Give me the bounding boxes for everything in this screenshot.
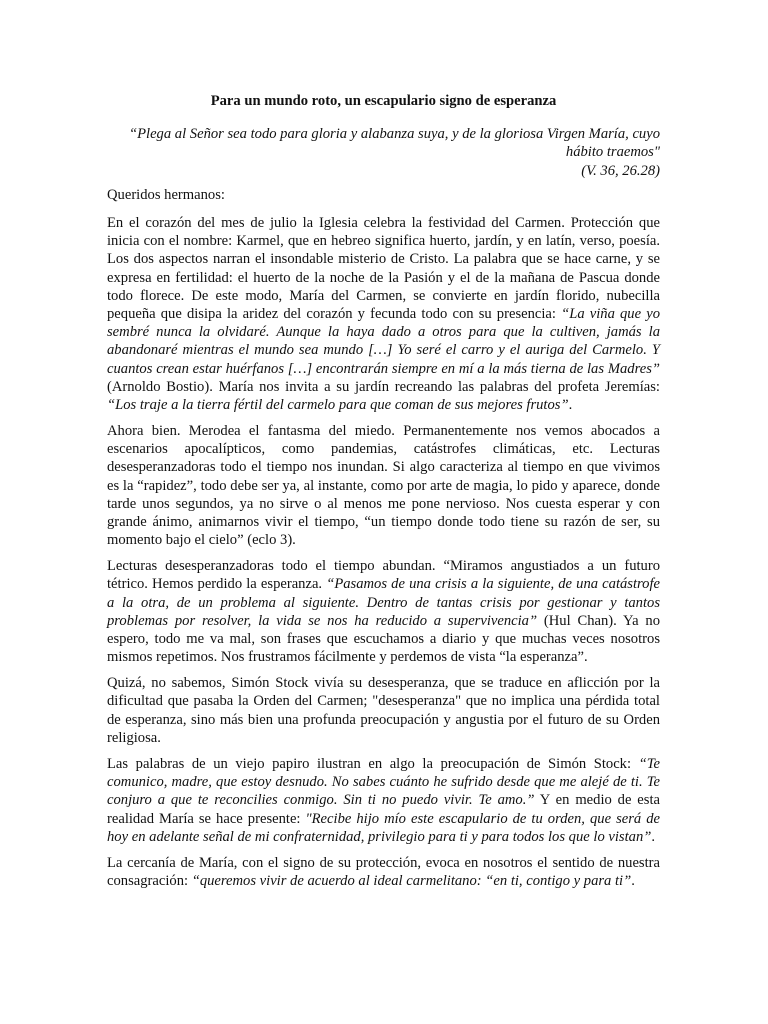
- paragraph-text: Las palabras de un viejo papiro ilustran en algo la preocupación de Simón Stock:: [107, 755, 639, 772]
- document-title: Para un mundo roto, un escapulario signo de esperanza: [210, 93, 557, 109]
- body-paragraph: [107, 214, 660, 414]
- italic-quote: "Recibe hijo mío este escapulario de tu orden, que será de hoy en adelante señal de mi confraternidad, privilegio para ti y para todos los que lo vistan”: [107, 810, 660, 845]
- paragraph-text: Lecturas desesperanzadoras todo el tiempo abundan. “Miramos angustiados a un futuro tétrico. Hemos perdido la esperanza.: [107, 558, 660, 593]
- italic-quote: “La viña que yo sembré nunca la olvidaré. Aunque la haya dado a otros para que la cultiven, jamás la abandonaré mientras el mundo sea mundo […] Yo seré el carro y el auriga del Carmelo. Y cuantos crean estar huérfanos […] encontrarán siempre en mí a la más tierna de las Madres”: [107, 306, 660, 377]
- body-paragraph: [107, 557, 660, 666]
- body-paragraph: [107, 755, 660, 846]
- epigraph-quote: [107, 125, 660, 180]
- italic-quote: “Te comunico, madre, que estoy desnudo. No sabes cuánto he sufrido desde que me alejé de ti. Te conjuro a que te reconcilies conmigo. Sin ti no puedo vivir. Te amo.”: [107, 755, 660, 809]
- paragraph-text: .: [651, 828, 656, 845]
- paragraph-text: En el corazón del mes de julio la Iglesia celebra la festividad del Carmen. Protección que inicia con el nombre: Karmel, que en hebreo significa huerto, jardín, y en latín, verso, poesía. Los dos aspectos narran el insondable misterio de Cristo. La palabra que se hace carne, y se expresa en fertilidad: el huerto de la noche de la Pasión y el de la mañana de Pascua donde todo florece. De este modo, María del Carmen, se convierte en jardín florido, nubecilla pequeña que disipa la aridez del corazón y fecunda todo con su presencia:: [107, 215, 660, 323]
- paragraph-text: .: [568, 397, 573, 414]
- document-body: [107, 92, 660, 898]
- paragraph-text: Y en medio de esta realidad María se hace presente:: [107, 792, 660, 827]
- paragraph-text: (Hul Chan). Ya no espero, todo me va mal, son frases que escuchamos a diario y que muchas veces nosotros mismos repetimos. Nos frustramos fácilmente y perdemos de vista “la esperanza”.: [107, 612, 660, 666]
- paragraph-text: Quizá, no sabemos, Simón Stock vivía su desesperanza, que se traduce en aflicción por la dificultad que pasaba la Orden del Carmen; "desesperanza" que no implica una pérdida total de esperanza, sino más bien una profunda preocupación y angustia por el futuro de su Orden religiosa.: [107, 675, 660, 746]
- body-paragraph: [107, 674, 660, 747]
- epigraph-line: “Plega al Señor sea todo para gloria y alabanza suya, y de la gloriosa Virgen María, cuyo: [128, 126, 660, 143]
- paragraph-text: .: [631, 872, 635, 889]
- italic-quote: “Los traje a la tierra fértil del carmelo para que coman de sus mejores frutos”: [107, 397, 569, 414]
- paragraph-text: Ahora bien. Merodea el fantasma del miedo. Permanentemente nos vemos abocados a escenarios apocalípticos, como pandemias, catástrofes climáticas, etc. Lecturas desesperanzadoras todo el tiempo nos inundan. Si algo caracteriza al tiempo en que vivimos es la “rapidez”, todo debe ser ya, al instante, como por arte de magia, lo pido y aparece, donde tarde unos segundos, ya no sirve o al menos me pone nervioso. Nos cuesta esperar y con grande ánimo, animarnos vivir el tiempo, “un tiempo donde todo tiene su razón de ser, su momento bajo el cielo” (eclo 3).: [107, 423, 660, 549]
- paragraph-text: La cercanía de María, con el signo de su protección, evoca en nosotros el sentido de nuestra consagración:: [107, 854, 660, 889]
- italic-quote: “queremos vivir de acuerdo al ideal carmelitano: “en ti, contigo y para ti”: [191, 872, 632, 889]
- paragraph-list: [107, 214, 660, 890]
- epigraph-citation: (V. 36, 26.28): [581, 162, 660, 179]
- epigraph-line: hábito traemos": [565, 144, 660, 161]
- body-paragraph: [107, 854, 660, 890]
- paragraph-text: (Arnoldo Bostio). María nos invita a su jardín recreando las palabras del profeta Jeremías:: [107, 378, 660, 395]
- greeting: Queridos hermanos:: [107, 186, 225, 203]
- body-paragraph: [107, 422, 660, 549]
- italic-quote: “Pasamos de una crisis a la siguiente, de una catástrofe a la otra, de un problema al siguiente. Dentro de tantas crisis por gestionar y tantos problemas por resolver, la vida se nos ha reducido a supervivencia”: [107, 576, 660, 629]
